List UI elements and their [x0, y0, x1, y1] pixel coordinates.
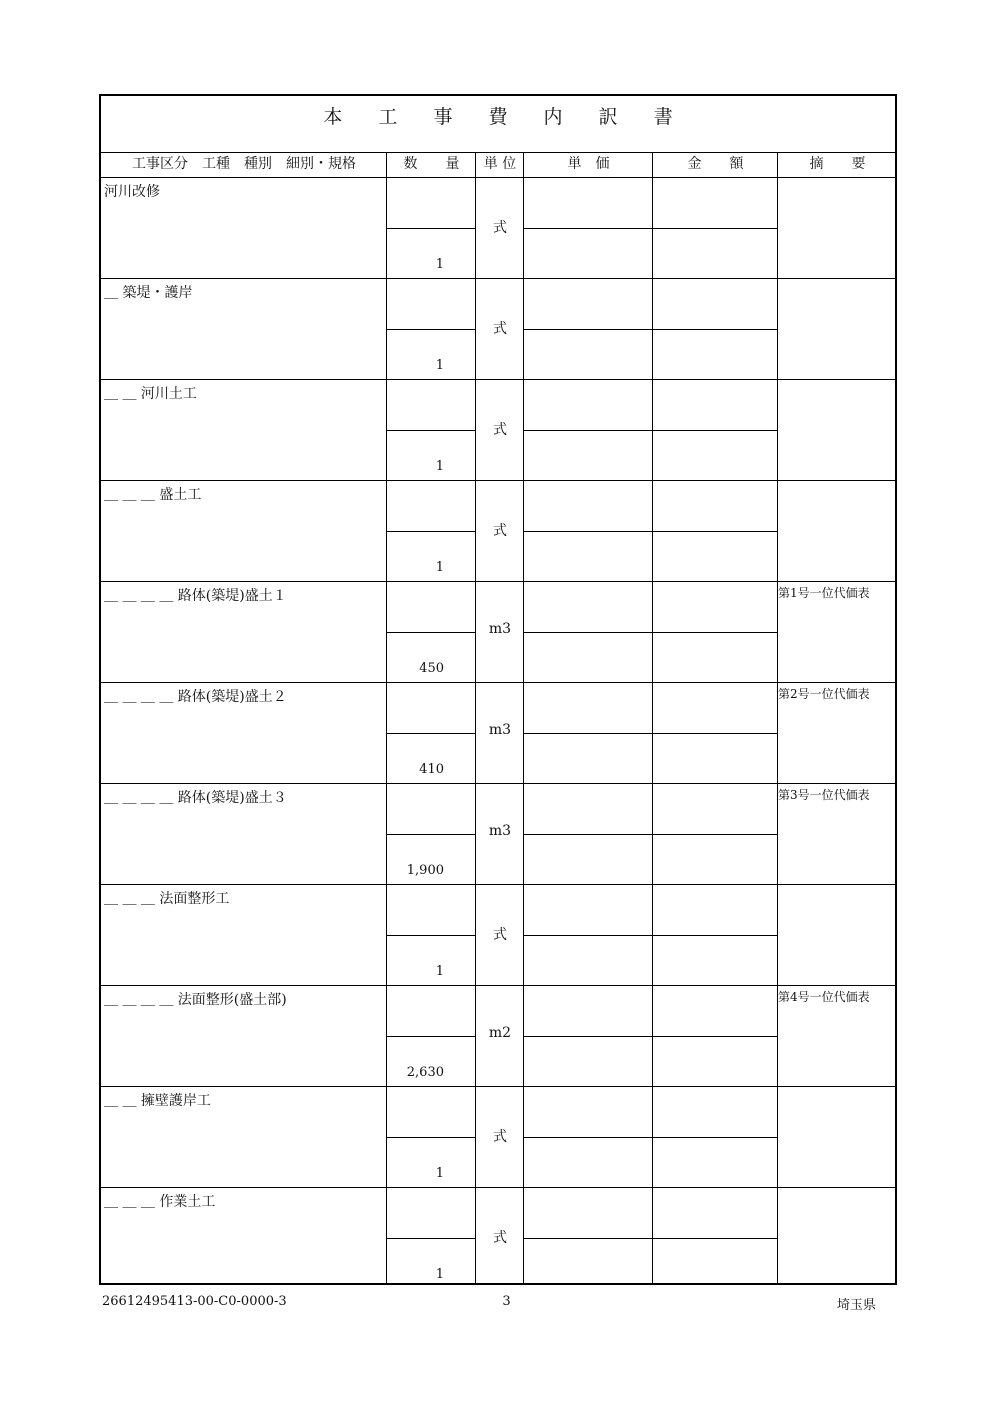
item-quantity: 1: [435, 257, 444, 272]
item-name: ＿ ＿ ＿ 盛土工: [104, 487, 202, 503]
item-remarks: 第2号一位代価表: [778, 687, 870, 701]
cost-breakdown-table: [99, 94, 897, 1285]
item-unit: 式: [493, 220, 507, 236]
item-name: ＿ ＿ 河川土工: [104, 386, 197, 402]
cell-split-line: [524, 1036, 652, 1037]
table-row: [101, 1086, 895, 1187]
item-quantity: 1: [435, 1166, 444, 1181]
item-unit: m3: [488, 823, 512, 839]
item-unit: 式: [493, 422, 507, 438]
item-quantity: 1: [435, 964, 444, 979]
item-name: ＿ ＿ ＿ ＿ 路体(築堤)盛土２: [104, 689, 287, 705]
cell-split-line: [524, 834, 652, 835]
cell-split-line: [387, 228, 475, 229]
item-quantity: 1: [435, 358, 444, 373]
header-remarks: 摘 要: [809, 156, 866, 172]
cell-split-line: [653, 632, 777, 633]
document-title: 本 工 事 費 内 訳 書: [323, 106, 688, 128]
header-unit: 単 位: [483, 156, 517, 172]
cell-split-line: [524, 935, 652, 936]
cell-split-line: [653, 1036, 777, 1037]
cell-split-line: [653, 733, 777, 734]
cell-split-line: [387, 329, 475, 330]
title-area: [101, 96, 895, 153]
cell-split-line: [387, 632, 475, 633]
cell-split-line: [653, 935, 777, 936]
cell-split-line: [653, 430, 777, 431]
item-remarks: 第3号一位代価表: [778, 788, 870, 802]
cell-split-line: [524, 632, 652, 633]
cell-split-line: [524, 228, 652, 229]
item-quantity: 1: [435, 560, 444, 575]
cell-split-line: [653, 329, 777, 330]
table-row: [101, 480, 895, 581]
item-name: ＿ ＿ ＿ 作業土工: [104, 1194, 216, 1210]
header-row: [101, 152, 895, 178]
item-remarks: 第1号一位代価表: [778, 586, 870, 600]
cell-split-line: [524, 733, 652, 734]
item-name: ＿ ＿ ＿ ＿ 路体(築堤)盛土３: [104, 790, 287, 806]
item-unit: 式: [493, 1129, 507, 1145]
item-quantity: 1: [435, 1267, 444, 1282]
cell-split-line: [524, 1238, 652, 1239]
cell-split-line: [653, 531, 777, 532]
item-name: 河川改修: [104, 184, 160, 200]
header-amount: 金 額: [687, 156, 744, 172]
table-row: [101, 985, 895, 1086]
cell-split-line: [524, 531, 652, 532]
table-row: [101, 783, 895, 884]
cell-split-line: [387, 1036, 475, 1037]
document-code: 26612495413-00-C0-0000-3: [102, 1294, 287, 1309]
table-row: [101, 581, 895, 682]
header-quantity: 数 量: [403, 156, 460, 172]
table-row: [101, 178, 895, 279]
table-row: [101, 682, 895, 783]
cell-split-line: [387, 1238, 475, 1239]
cell-split-line: [387, 430, 475, 431]
item-quantity: 1: [435, 459, 444, 474]
header-unit-price: 単 価: [567, 156, 610, 172]
table-row: [101, 278, 895, 379]
cell-split-line: [387, 935, 475, 936]
page-number: 3: [502, 1294, 511, 1309]
item-unit: m2: [488, 1025, 512, 1041]
item-name: ＿ ＿ 擁壁護岸工: [104, 1093, 211, 1109]
cell-split-line: [387, 1137, 475, 1138]
item-unit: m3: [488, 722, 512, 738]
item-unit: 式: [493, 321, 507, 337]
cell-split-line: [387, 834, 475, 835]
cell-split-line: [524, 329, 652, 330]
cell-split-line: [653, 834, 777, 835]
cell-split-line: [653, 228, 777, 229]
issuer-name: 埼玉県: [837, 1298, 877, 1313]
cell-split-line: [653, 1137, 777, 1138]
cell-split-line: [653, 1238, 777, 1239]
table-row: [101, 1187, 895, 1288]
cell-split-line: [524, 430, 652, 431]
item-unit: 式: [493, 1230, 507, 1246]
item-unit: 式: [493, 523, 507, 539]
cell-split-line: [524, 1137, 652, 1138]
item-quantity: 2,630: [406, 1065, 444, 1080]
item-name: ＿ ＿ ＿ ＿ 路体(築堤)盛土１: [104, 588, 287, 604]
cell-split-line: [387, 733, 475, 734]
item-quantity: 410: [419, 762, 444, 777]
header-item: 工事区分 工種 種別 細別・規格: [132, 156, 356, 172]
item-name: ＿ 築堤・護岸: [104, 285, 193, 301]
item-remarks: 第4号一位代価表: [778, 990, 870, 1004]
item-unit: m3: [488, 621, 512, 637]
item-unit: 式: [493, 927, 507, 943]
table-row: [101, 884, 895, 985]
table-row: [101, 379, 895, 480]
item-name: ＿ ＿ ＿ ＿ 法面整形(盛土部): [104, 992, 287, 1008]
cell-split-line: [387, 531, 475, 532]
item-quantity: 1,900: [406, 863, 444, 878]
item-quantity: 450: [419, 661, 444, 676]
item-name: ＿ ＿ ＿ 法面整形工: [104, 891, 230, 907]
